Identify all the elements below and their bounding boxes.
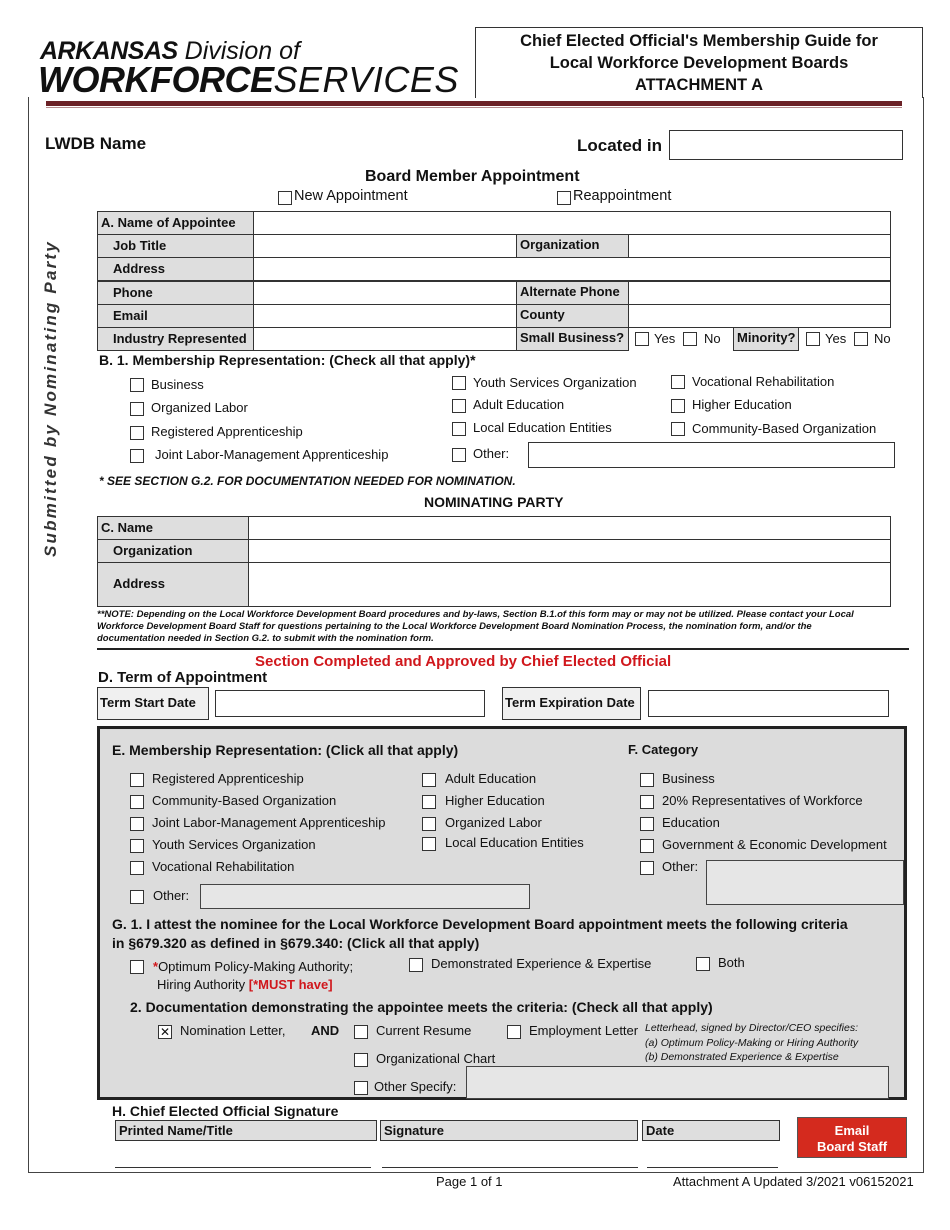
page-number: Page 1 of 1 [436,1174,503,1189]
e-vocational-rehab-checkbox[interactable] [130,861,144,875]
located-in-label: Located in [577,136,663,155]
b-local-education-checkbox[interactable] [452,422,466,436]
header-divider [46,101,902,106]
g2-resume-checkbox[interactable] [354,1025,368,1039]
b-higher-education-label: Higher Education [692,397,792,412]
f-workforce-label: 20% Representatives of Workforce [662,793,863,808]
address-label: Address [97,257,254,281]
organization-field[interactable] [628,234,891,258]
b-business-checkbox[interactable] [130,378,144,392]
version-info: Attachment A Updated 3/2021 v06152021 [673,1174,914,1189]
logo-line-2: WORKFORCESERVICES [38,59,459,100]
lwdb-name-label: LWDB Name [45,134,147,153]
nominator-organization-field[interactable] [248,539,891,563]
e-vocational-rehab-label: Vocational Rehabilitation [152,859,295,874]
g1-experience-label: Demonstrated Experience & Expertise [431,956,652,971]
g2-other-checkbox[interactable] [354,1081,368,1095]
b-joint-labor-checkbox[interactable] [130,449,144,463]
b-other-field[interactable] [528,442,895,468]
e-adult-education-checkbox[interactable] [422,773,436,787]
b-higher-education-checkbox[interactable] [671,399,685,413]
header-title-1: Chief Elected Official's Membership Guide for [520,32,878,50]
b-vocational-rehab-label: Vocational Rehabilitation [692,374,835,389]
signature-label: Signature [380,1120,638,1141]
date-line[interactable] [647,1167,778,1168]
appointment-title: Board Member Appointment [365,168,580,185]
nominating-party-title: NOMINATING PARTY [424,494,564,510]
address-field[interactable] [253,257,891,281]
small-business-no-label: No [704,331,721,346]
job-title-label: Job Title [97,234,254,258]
phone-field[interactable] [253,281,517,305]
f-other-checkbox[interactable] [640,861,654,875]
alternate-phone-label: Alternate Phone [516,281,629,305]
section-f-title: F. Category [628,742,699,757]
industry-label: Industry Represented [97,327,254,351]
section-b-title: B. 1. Membership Representation: (Check all that apply)* [99,352,476,368]
g1-optimum-checkbox[interactable] [130,960,144,974]
f-business-label: Business [662,771,715,786]
header-title-3: ATTACHMENT A [634,76,763,94]
logo-line-1: ARKANSAS Division of [40,37,300,65]
g2-org-chart-label: Organizational Chart [376,1051,496,1066]
e-other-checkbox[interactable] [130,890,144,904]
e-youth-services-checkbox[interactable] [130,839,144,853]
note-text: **NOTE: Depending on the Local Workforce Development Board procedures and by-laws, Section B.1.of this form may or may not be utilized. Please contact your Local Workforce Development Board Staff for questions pertaining to the Local Workforce Development Board Nomination Process, the nomination form, and/or the documentation needed in Section G.2. to submit with the nomination form. [97,609,854,644]
g2-resume-label: Current Resume [376,1023,472,1038]
section-b-footnote: * SEE SECTION G.2. FOR DOCUMENTATION NEEDED FOR NOMINATION. [99,474,516,488]
email-field[interactable] [253,304,517,328]
industry-field[interactable] [253,327,517,351]
e-youth-services-label: Youth Services Organization [152,837,316,852]
e-local-education-label: Local Education Entities [445,835,584,850]
nominator-address-field[interactable] [248,562,891,607]
email-board-staff-button[interactable]: Email Board Staff [797,1117,907,1158]
b-registered-apprenticeship-checkbox[interactable] [130,426,144,440]
section-g2-title: 2. Documentation demonstrating the appointee meets the criteria: (Check all that apply) [130,999,713,1015]
e-local-education-checkbox[interactable] [422,837,436,851]
e-community-based-label: Community-Based Organization [152,793,337,808]
f-other-field[interactable] [706,860,904,905]
b-joint-labor-label: Joint Labor-Management Apprenticeship [155,447,389,462]
nominator-name-label: C. Name [97,516,249,540]
g2-letterhead-note: Letterhead, signed by Director/CEO specifies: (a) Optimum Policy-Making or Hiring Authority (b) Demonstrated Experience & Expertise [645,1022,859,1063]
nominator-organization-label: Organization [97,539,249,563]
term-title: D. Term of Appointment [98,669,268,686]
b-other-label: Other: [473,446,510,461]
f-other-label: Other: [662,859,699,874]
alternate-phone-field[interactable] [628,281,891,305]
e-adult-education-label: Adult Education [445,771,537,786]
g1-both-label: Both [718,955,745,970]
county-label: County [516,304,629,328]
term-expiration-label: Term Expiration Date [502,687,641,720]
g2-and-label: AND [311,1023,340,1038]
g2-other-label: Other Specify: [374,1079,457,1094]
term-expiration-field[interactable] [648,690,889,717]
term-start-field[interactable] [215,690,485,717]
minority-yes-checkbox[interactable] [806,332,820,346]
g2-employment-letter-label: Employment Letter [529,1023,639,1038]
b-local-education-label: Local Education Entities [473,420,612,435]
header-title-box [475,27,923,98]
g2-nomination-letter-label: Nomination Letter, [180,1023,286,1038]
f-workforce-checkbox[interactable] [640,795,654,809]
b-youth-services-checkbox[interactable] [452,376,466,390]
new-appointment-checkbox[interactable] [278,191,292,205]
b-business-label: Business [151,377,204,392]
b-adult-education-label: Adult Education [473,397,565,412]
county-field[interactable] [628,304,891,328]
new-appointment-label: New Appointment [294,188,408,204]
e-registered-apprenticeship-checkbox[interactable] [130,773,144,787]
located-in-field[interactable] [669,130,903,160]
side-label: Submitted by Nominating Party [41,240,60,557]
b-vocational-rehab-checkbox[interactable] [671,375,685,389]
section-e-title: E. Membership Representation: (Click all that apply) [112,742,459,758]
g1-experience-checkbox[interactable] [409,958,423,972]
reappointment-label: Reappointment [573,188,672,204]
email-label: Email [97,304,254,328]
e-registered-apprenticeship-label: Registered Apprenticeship [152,771,304,786]
e-organized-labor-label: Organized Labor [445,815,542,830]
job-title-field[interactable] [253,234,517,258]
small-business-yes-label: Yes [654,331,676,346]
e-higher-education-label: Higher Education [445,793,545,808]
printed-name-line[interactable] [115,1167,371,1168]
appointee-name-field[interactable] [253,211,891,235]
minority-label: Minority? [733,327,799,351]
g1-optimum-label: *Optimum Policy-Making Authority; Hiring Authority [*MUST have] [153,959,354,992]
g1-both-checkbox[interactable] [696,957,710,971]
printed-name-label: Printed Name/Title [115,1120,377,1141]
f-education-label: Education [662,815,720,830]
g2-other-field[interactable] [466,1066,889,1099]
g2-nomination-letter-checkbox[interactable]: ✕ [159,1025,171,1039]
phone-label: Phone [97,281,254,305]
f-government-label: Government & Economic Development [662,837,887,852]
g2-employment-letter-checkbox[interactable] [507,1025,521,1039]
small-business-yes-checkbox[interactable] [635,332,649,346]
b-organized-labor-label: Organized Labor [151,400,248,415]
nominator-name-field[interactable] [248,516,891,540]
header-divider-shadow [46,107,902,108]
term-start-label: Term Start Date [97,687,209,720]
section-g1-title: G. 1. I attest the nominee for the Local Workforce Development Board appointment meets the following criteria in §679.320 as defined in §679.340: (Click all that apply) [112,916,848,951]
b-organized-labor-checkbox[interactable] [130,402,144,416]
minority-no-checkbox[interactable] [854,332,868,346]
g2-org-chart-checkbox[interactable] [354,1053,368,1067]
b-community-based-checkbox[interactable] [671,422,685,436]
small-business-no-checkbox[interactable] [683,332,697,346]
nominator-address-label: Address [97,562,249,607]
small-business-label: Small Business? [516,327,629,351]
e-other-field[interactable] [200,884,530,909]
e-other-label: Other: [153,888,190,903]
reappointment-checkbox[interactable] [557,191,571,205]
section-h-title: H. Chief Elected Official Signature [112,1103,339,1119]
b-youth-services-label: Youth Services Organization [473,375,637,390]
e-higher-education-checkbox[interactable] [422,795,436,809]
appointee-name-label: A. Name of Appointee [97,211,254,235]
b-other-checkbox[interactable] [452,448,466,462]
f-education-checkbox[interactable] [640,817,654,831]
section-divider [97,648,909,650]
header-title-2: Local Workforce Development Boards [549,54,849,72]
f-business-checkbox[interactable] [640,773,654,787]
b-registered-apprenticeship-label: Registered Apprenticeship [151,424,303,439]
signature-line[interactable] [382,1167,638,1168]
b-community-based-label: Community-Based Organization [692,421,877,436]
date-label: Date [642,1120,780,1141]
organization-label: Organization [516,234,629,258]
f-government-checkbox[interactable] [640,839,654,853]
e-joint-labor-checkbox[interactable] [130,817,144,831]
e-organized-labor-checkbox[interactable] [422,817,436,831]
ceo-section-title: Section Completed and Approved by Chief Elected Official [255,653,672,670]
e-joint-labor-label: Joint Labor-Management Apprenticeship [152,815,386,830]
minority-no-label: No [874,331,891,346]
e-community-based-checkbox[interactable] [130,795,144,809]
b-adult-education-checkbox[interactable] [452,399,466,413]
minority-yes-label: Yes [825,331,847,346]
